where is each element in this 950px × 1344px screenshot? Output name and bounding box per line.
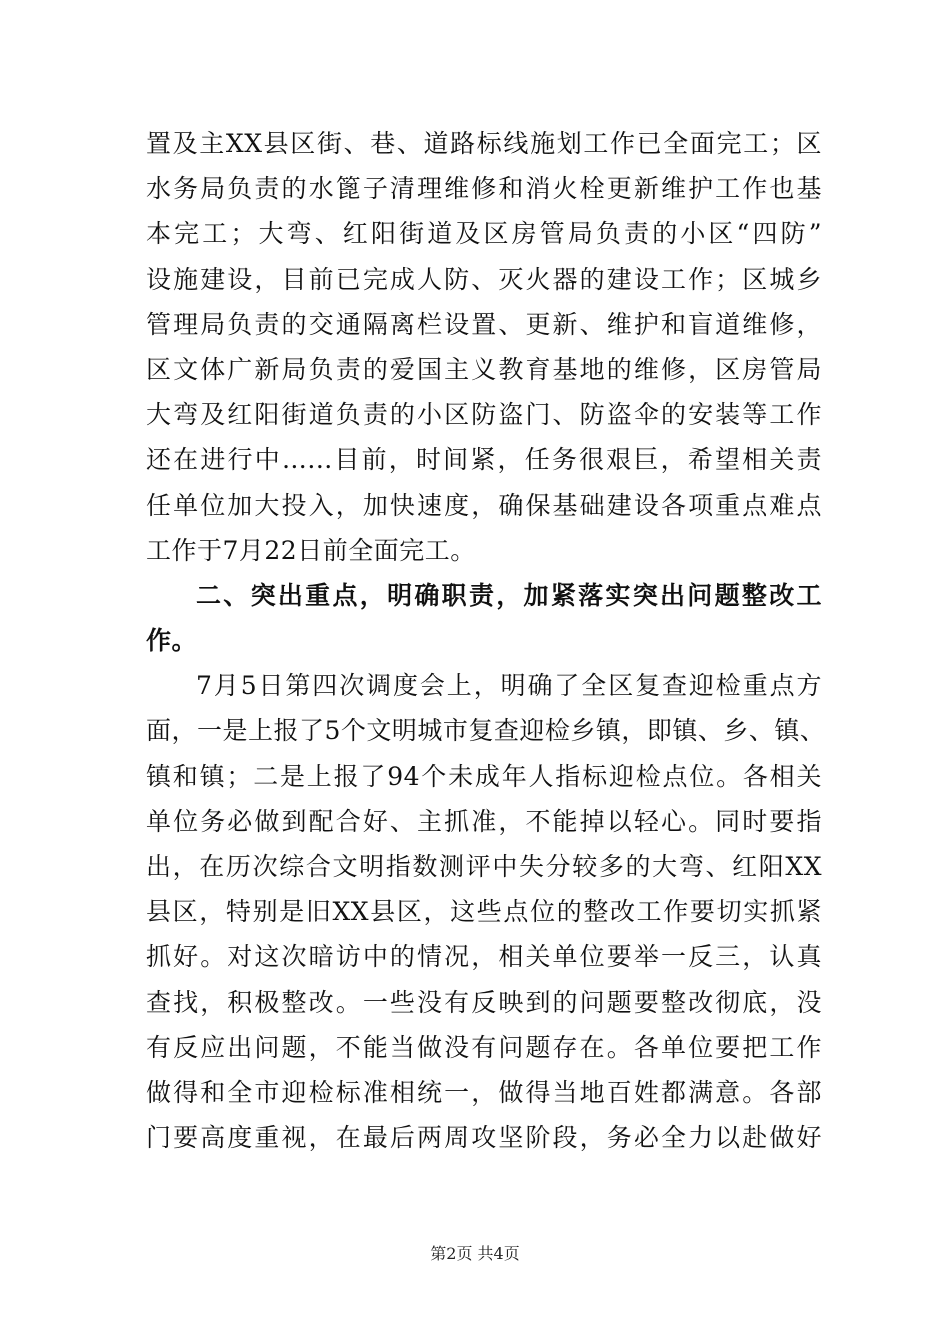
text-line: 还在进行中…...目前，时间紧，任务很艰巨，希望相关责 <box>146 445 822 475</box>
heading-line: 二、突出重点，明确职责，加紧落实突出问题整改工 <box>196 580 822 610</box>
text-line: 本完工；大弯、红阳街道及区房管局负责的小区“四防” <box>146 219 822 249</box>
text-line: 做得和全市迎检标准相统一，做得当地百姓都满意。各部 <box>146 1077 822 1107</box>
section-heading <box>146 573 822 663</box>
text-line: 单位务必做到配合好、主抓准，不能掉以轻心。同时要指 <box>146 806 822 836</box>
text-line: 镇和镇；二是上报了94个未成年人指标迎检点位。各相关 <box>146 761 822 791</box>
page-footer-number: 第2页 共4页 <box>430 1244 520 1263</box>
text-line: 任单位加大投入，加快速度，确保基础建设各项重点难点 <box>146 490 822 520</box>
text-line: 面，一是上报了5个文明城市复查迎检乡镇，即镇、乡、镇、 <box>146 716 826 746</box>
text-line: 出，在历次综合文明指数测评中失分较多的大弯、红阳XX <box>146 852 822 881</box>
text-line: 县区，特别是旧XX县区，这些点位的整改工作要切实抓紧 <box>146 897 822 927</box>
text-line: 大弯及红阳街道负责的小区防盗门、防盗伞的安装等工作 <box>146 400 822 430</box>
text-line: 查找，积极整改。一些没有反映到的问题要整改彻底，没 <box>146 987 822 1017</box>
text-line: 7月5日第四次调度会上，明确了全区复查迎检重点方 <box>196 671 822 701</box>
heading-line: 作。 <box>146 626 198 656</box>
text-line: 设施建设，目前已完成人防、灭火器的建设工作；区城乡 <box>146 264 822 294</box>
paragraph-body <box>146 663 826 1160</box>
text-line: 置及主XX县区街、巷、道路标线施划工作已全面完工；区 <box>146 129 822 158</box>
text-line: 工作于7月22日前全面完工。 <box>146 535 476 565</box>
text-line: 有反应出问题，不能当做没有问题存在。各单位要把工作 <box>146 1032 822 1062</box>
document-body <box>146 121 826 1160</box>
text-line: 管理局负责的交通隔离栏设置、更新、维护和盲道维修， <box>146 309 822 339</box>
text-line: 门要高度重视，在最后两周攻坚阶段，务必全力以赴做好 <box>146 1123 822 1153</box>
paragraph-continuation <box>146 121 822 573</box>
text-line: 区文体广新局负责的爱国主义教育基地的维修，区房管局 <box>146 354 822 384</box>
text-line: 水务局负责的水篦子清理维修和消火栓更新维护工作也基 <box>146 174 822 204</box>
text-line: 抓好。对这次暗访中的情况，相关单位要举一反三，认真 <box>146 942 822 972</box>
